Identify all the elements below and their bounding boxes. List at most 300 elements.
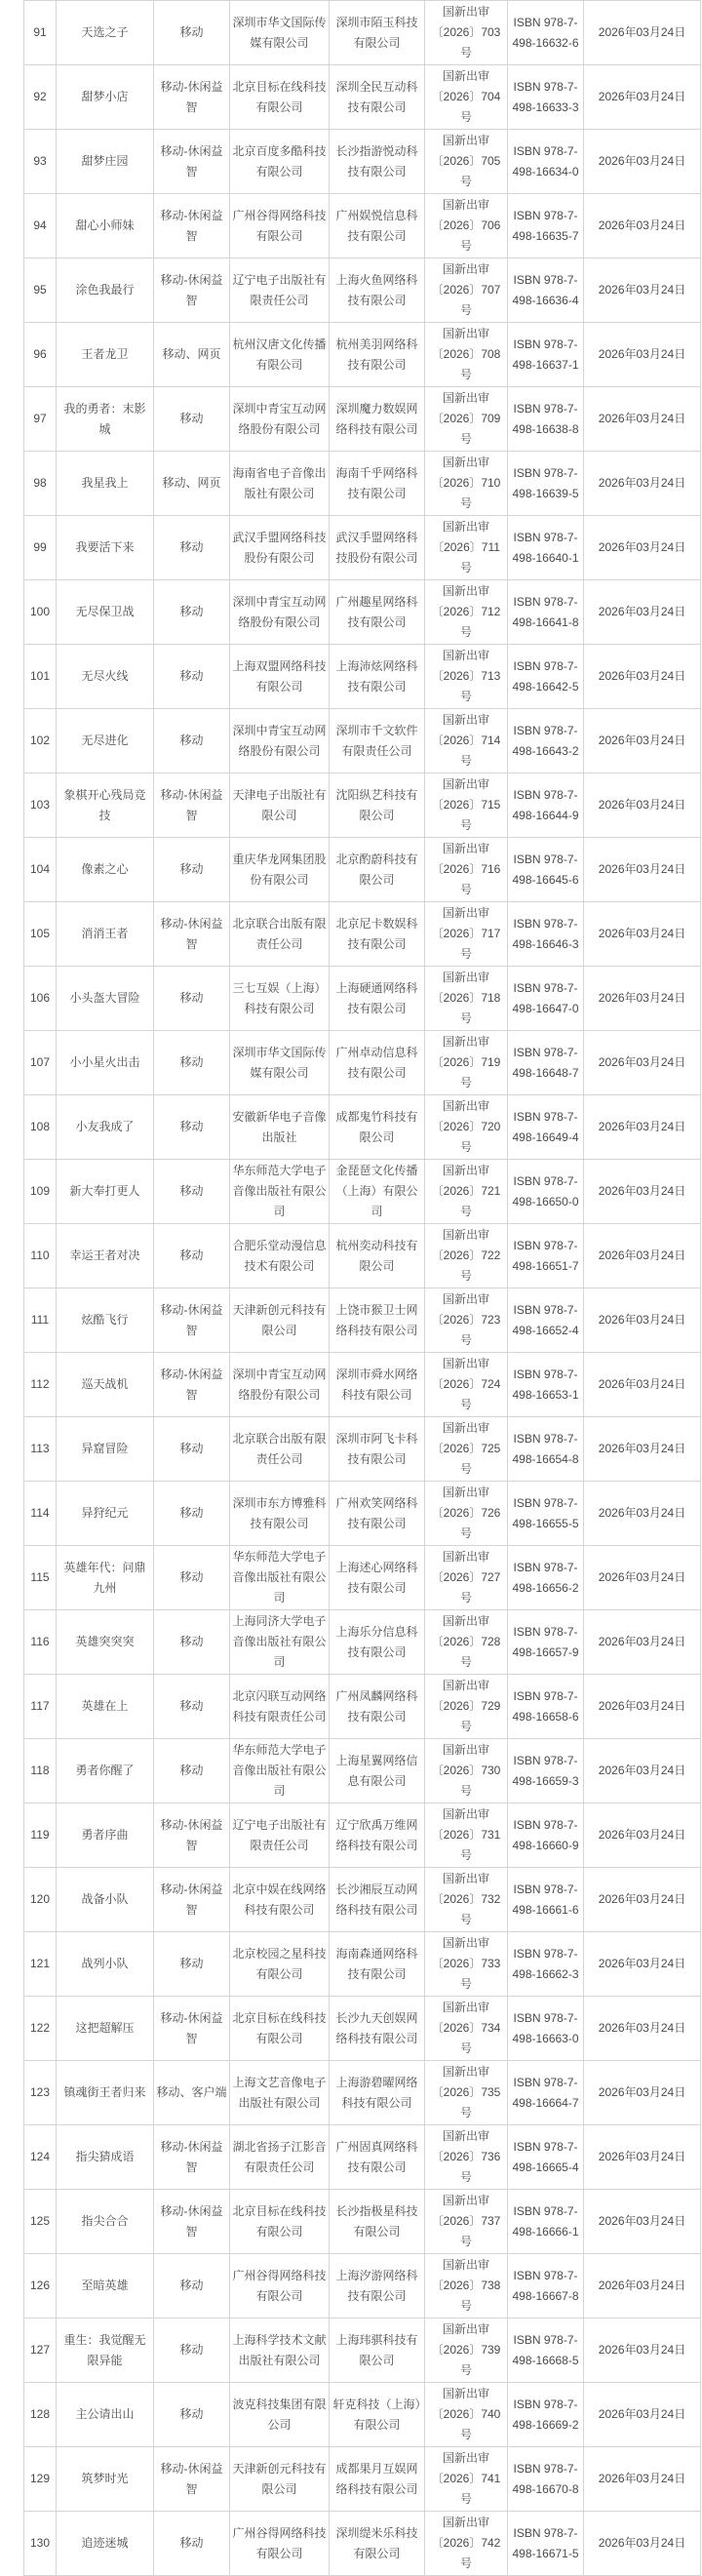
- approval-number: 〔2026〕704号: [431, 90, 501, 124]
- isbn-prefix: ISBN 978-7-: [513, 530, 578, 544]
- approval-number: 〔2026〕737号: [431, 2214, 501, 2248]
- approval-number-cell: [425, 580, 508, 645]
- approval-authority: 国新出审: [442, 2322, 489, 2336]
- approval-date-cell: 2026年03月24日: [584, 323, 701, 387]
- isbn-suffix: 498-16638-8: [512, 421, 579, 436]
- operator-cell: 深圳市千文软件有限责任公司: [330, 709, 425, 773]
- isbn-prefix: ISBN 978-7-: [513, 916, 578, 931]
- approval-number-cell: [425, 902, 508, 967]
- isbn-cell: [508, 323, 584, 387]
- publisher-cell: 湖北省扬子江影音有限责任公司: [230, 2125, 330, 2190]
- platform-cell: 移动: [154, 2512, 230, 2576]
- row-number-cell: 96: [24, 323, 57, 387]
- isbn-suffix: 498-16646-3: [512, 936, 579, 951]
- isbn-suffix: 498-16657-9: [512, 1645, 579, 1659]
- approval-number-cell: [425, 1160, 508, 1224]
- operator-cell: 深圳市阿飞卡科技有限公司: [330, 1417, 425, 1482]
- isbn-prefix: ISBN 978-7-: [513, 1367, 578, 1381]
- game-name-cell: 无尽保卫战: [57, 580, 154, 645]
- publisher-cell: 天津新创元科技有限公司: [230, 1288, 330, 1353]
- game-name-cell: 甜梦庄园: [57, 130, 154, 194]
- isbn-cell: [508, 2125, 584, 2190]
- platform-cell: 移动-休闲益智: [154, 773, 230, 838]
- isbn-prefix: ISBN 978-7-: [513, 2010, 578, 2025]
- approval-number: 〔2026〕742号: [431, 2536, 501, 2570]
- isbn-cell: [508, 645, 584, 709]
- game-name-cell: 消消王者: [57, 902, 154, 967]
- operator-cell: 广州趣星网络科技有限公司: [330, 580, 425, 645]
- publisher-cell: 广州谷得网络科技有限公司: [230, 194, 330, 258]
- approval-date-cell: 2026年03月24日: [584, 2512, 701, 2576]
- publisher-cell: 广州谷得网络科技有限公司: [230, 2512, 330, 2576]
- table-row: [24, 1353, 701, 1417]
- game-approval-table: [23, 0, 701, 2576]
- approval-number: 〔2026〕710号: [431, 476, 501, 510]
- platform-cell: 移动: [154, 1095, 230, 1160]
- game-name-cell: 新大奉打更人: [57, 1160, 154, 1224]
- isbn-prefix: ISBN 978-7-: [513, 2332, 578, 2347]
- platform-cell: 移动: [154, 1546, 230, 1610]
- approval-date-cell: 2026年03月24日: [584, 1160, 701, 1224]
- isbn-prefix: ISBN 978-7-: [513, 2397, 578, 2411]
- approval-authority: 国新出审: [442, 327, 489, 340]
- approval-authority: 国新出审: [442, 2001, 489, 2014]
- approval-number: 〔2026〕707号: [431, 283, 501, 317]
- row-number-cell: 102: [24, 709, 57, 773]
- isbn-cell: [508, 773, 584, 838]
- approval-authority: 国新出审: [442, 2065, 489, 2079]
- publisher-cell: 辽宁电子出版社有限责任公司: [230, 1803, 330, 1868]
- approval-date-cell: 2026年03月24日: [584, 1868, 701, 1932]
- publisher-cell: 华东师范大学电子音像出版社有限公司: [230, 1160, 330, 1224]
- isbn-suffix: 498-16668-5: [512, 2353, 579, 2367]
- approval-number: 〔2026〕736号: [431, 2150, 501, 2184]
- isbn-prefix: ISBN 978-7-: [513, 852, 578, 866]
- row-number-cell: 112: [24, 1353, 57, 1417]
- approval-number: 〔2026〕727号: [431, 1570, 501, 1605]
- approval-date-cell: 2026年03月24日: [584, 2383, 701, 2447]
- approval-date-cell: 2026年03月24日: [584, 1932, 701, 1997]
- table-row: [24, 1739, 701, 1803]
- approval-number-cell: [425, 1, 508, 65]
- table-row: [24, 65, 701, 130]
- game-name-cell: 涂色我最行: [57, 258, 154, 323]
- approval-number-cell: [425, 1482, 508, 1546]
- publisher-cell: 广州谷得网络科技有限公司: [230, 2254, 330, 2318]
- approval-date-cell: 2026年03月24日: [584, 130, 701, 194]
- approval-date-cell: 2026年03月24日: [584, 838, 701, 902]
- isbn-cell: [508, 1546, 584, 1610]
- isbn-suffix: 498-16664-7: [512, 2095, 579, 2110]
- isbn-prefix: ISBN 978-7-: [513, 2075, 578, 2089]
- publisher-cell: 华东师范大学电子音像出版社有限公司: [230, 1546, 330, 1610]
- isbn-suffix: 498-16670-8: [512, 2481, 579, 2496]
- game-name-cell: 小小星火出击: [57, 1031, 154, 1095]
- approval-number-cell: [425, 323, 508, 387]
- game-name-cell: 异狩纪元: [57, 1482, 154, 1546]
- isbn-cell: [508, 2447, 584, 2512]
- isbn-prefix: ISBN 978-7-: [513, 1173, 578, 1188]
- operator-cell: 北京酌蔚科技有限公司: [330, 838, 425, 902]
- approval-date-cell: 2026年03月24日: [584, 1031, 701, 1095]
- row-number-cell: 91: [24, 1, 57, 65]
- publisher-cell: 武汉手盟网络科技股份有限公司: [230, 516, 330, 580]
- approval-authority: 国新出审: [442, 456, 489, 469]
- platform-cell: 移动-休闲益智: [154, 1997, 230, 2061]
- platform-cell: 移动: [154, 387, 230, 452]
- row-number-cell: 124: [24, 2125, 57, 2190]
- approval-number: 〔2026〕731号: [431, 1828, 501, 1862]
- isbn-cell: [508, 516, 584, 580]
- publisher-cell: 北京联合出版有限责任公司: [230, 902, 330, 967]
- approval-number: 〔2026〕725号: [431, 1442, 501, 1476]
- isbn-suffix: 498-16667-8: [512, 2288, 579, 2303]
- platform-cell: 移动: [154, 516, 230, 580]
- isbn-suffix: 498-16640-1: [512, 550, 579, 565]
- isbn-prefix: ISBN 978-7-: [513, 1238, 578, 1252]
- approval-authority: 国新出审: [442, 713, 489, 727]
- operator-cell: 上海硬通网络科技有限公司: [330, 967, 425, 1031]
- platform-cell: 移动-休闲益智: [154, 130, 230, 194]
- isbn-suffix: 498-16642-5: [512, 679, 579, 694]
- approval-number-cell: [425, 1997, 508, 2061]
- isbn-cell: [508, 709, 584, 773]
- approval-date-cell: 2026年03月24日: [584, 2125, 701, 2190]
- operator-cell: 深圳市陌玉科技有限公司: [330, 1, 425, 65]
- isbn-suffix: 498-16641-8: [512, 614, 579, 629]
- approval-number-cell: [425, 2254, 508, 2318]
- row-number-cell: 119: [24, 1803, 57, 1868]
- approval-number: 〔2026〕708号: [431, 347, 501, 381]
- approval-date-cell: 2026年03月24日: [584, 1610, 701, 1675]
- publisher-cell: 上海科学技术文献出版社有限公司: [230, 2318, 330, 2383]
- approval-date-cell: 2026年03月24日: [584, 2318, 701, 2383]
- approval-authority: 国新出审: [442, 584, 489, 598]
- approval-number-cell: [425, 1739, 508, 1803]
- isbn-suffix: 498-16663-0: [512, 2031, 579, 2045]
- game-name-cell: 幸运王者对决: [57, 1224, 154, 1288]
- row-number-cell: 97: [24, 387, 57, 452]
- row-number-cell: 120: [24, 1868, 57, 1932]
- approval-date-cell: 2026年03月24日: [584, 65, 701, 130]
- approval-number-cell: [425, 709, 508, 773]
- platform-cell: 移动-休闲益智: [154, 194, 230, 258]
- approval-number: 〔2026〕716号: [431, 862, 501, 896]
- publisher-cell: 华东师范大学电子音像出版社有限公司: [230, 1739, 330, 1803]
- operator-cell: 长沙湘辰互动网络科技有限公司: [330, 1868, 425, 1932]
- publisher-cell: 深圳市华文国际传媒有限公司: [230, 1031, 330, 1095]
- approval-authority: 国新出审: [442, 1872, 489, 1885]
- publisher-cell: 深圳中青宝互动网络股份有限公司: [230, 387, 330, 452]
- approval-authority: 国新出审: [442, 1357, 489, 1370]
- platform-cell: 移动-休闲益智: [154, 1868, 230, 1932]
- table-row: [24, 1932, 701, 1997]
- row-number-cell: 126: [24, 2254, 57, 2318]
- platform-cell: 移动: [154, 1739, 230, 1803]
- table-row: [24, 323, 701, 387]
- isbn-prefix: ISBN 978-7-: [513, 980, 578, 995]
- approval-number: 〔2026〕715号: [431, 798, 501, 832]
- approval-date-cell: 2026年03月24日: [584, 1353, 701, 1417]
- game-name-cell: 指尖猜成语: [57, 2125, 154, 2190]
- platform-cell: 移动: [154, 1482, 230, 1546]
- approval-date-cell: 2026年03月24日: [584, 1803, 701, 1868]
- game-name-cell: 象棋开心残局竞技: [57, 773, 154, 838]
- table-row: [24, 1610, 701, 1675]
- isbn-suffix: 498-16643-2: [512, 743, 579, 758]
- isbn-prefix: ISBN 978-7-: [513, 79, 578, 94]
- isbn-suffix: 498-16660-9: [512, 1838, 579, 1852]
- approval-date-cell: 2026年03月24日: [584, 773, 701, 838]
- approval-authority: 国新出审: [442, 1486, 489, 1499]
- table-row: [24, 1675, 701, 1739]
- isbn-prefix: ISBN 978-7-: [513, 723, 578, 737]
- isbn-suffix: 498-16648-7: [512, 1065, 579, 1080]
- isbn-cell: [508, 580, 584, 645]
- approval-authority: 国新出审: [442, 69, 489, 83]
- approval-authority: 国新出审: [442, 649, 489, 662]
- isbn-suffix: 498-16671-5: [512, 2546, 579, 2560]
- platform-cell: 移动-休闲益智: [154, 1803, 230, 1868]
- approval-number-cell: [425, 65, 508, 130]
- approval-authority: 国新出审: [442, 391, 489, 405]
- approval-number: 〔2026〕730号: [431, 1764, 501, 1798]
- row-number-cell: 103: [24, 773, 57, 838]
- approval-number-cell: [425, 258, 508, 323]
- approval-authority: 国新出审: [442, 1614, 489, 1628]
- publisher-cell: 北京中娱在线网络科技有限公司: [230, 1868, 330, 1932]
- operator-cell: 长沙指极星科技有限公司: [330, 2190, 425, 2254]
- isbn-suffix: 498-16637-1: [512, 357, 579, 372]
- isbn-cell: [508, 2318, 584, 2383]
- table-row: [24, 2383, 701, 2447]
- game-name-cell: 至暗英雄: [57, 2254, 154, 2318]
- publisher-cell: 上海文艺音像电子出版社有限公司: [230, 2061, 330, 2125]
- isbn-cell: [508, 194, 584, 258]
- operator-cell: 上海乐分信息科技有限公司: [330, 1610, 425, 1675]
- row-number-cell: 98: [24, 452, 57, 516]
- row-number-cell: 108: [24, 1095, 57, 1160]
- table-row: [24, 580, 701, 645]
- platform-cell: 移动、网页: [154, 323, 230, 387]
- isbn-cell: [508, 1353, 584, 1417]
- isbn-suffix: 498-16650-0: [512, 1194, 579, 1209]
- operator-cell: 上海汐游网络科技有限公司: [330, 2254, 425, 2318]
- isbn-cell: [508, 1610, 584, 1675]
- row-number-cell: 93: [24, 130, 57, 194]
- isbn-prefix: ISBN 978-7-: [513, 2203, 578, 2218]
- approval-number: 〔2026〕719号: [431, 1055, 501, 1090]
- platform-cell: 移动: [154, 645, 230, 709]
- table-row: [24, 1, 701, 65]
- isbn-cell: [508, 1288, 584, 1353]
- approval-authority: 国新出审: [442, 1035, 489, 1049]
- approval-number-cell: [425, 1095, 508, 1160]
- isbn-cell: [508, 2383, 584, 2447]
- approval-number: 〔2026〕712号: [431, 605, 501, 639]
- isbn-prefix: ISBN 978-7-: [513, 1045, 578, 1059]
- platform-cell: 移动: [154, 2318, 230, 2383]
- isbn-cell: [508, 1868, 584, 1932]
- isbn-suffix: 498-16635-7: [512, 228, 579, 243]
- isbn-prefix: ISBN 978-7-: [513, 272, 578, 287]
- isbn-prefix: ISBN 978-7-: [513, 465, 578, 480]
- game-name-cell: 战备小队: [57, 1868, 154, 1932]
- approval-number: 〔2026〕723号: [431, 1313, 501, 1347]
- operator-cell: 成都果月互娱网络科技有限公司: [330, 2447, 425, 2512]
- operator-cell: 武汉手盟网络科技股份有限公司: [330, 516, 425, 580]
- isbn-prefix: ISBN 978-7-: [513, 337, 578, 351]
- table-row: [24, 1482, 701, 1546]
- approval-table-body: [24, 1, 701, 2576]
- row-number-cell: 104: [24, 838, 57, 902]
- row-number-cell: 129: [24, 2447, 57, 2512]
- approval-date-cell: 2026年03月24日: [584, 580, 701, 645]
- publisher-cell: 深圳中青宝互动网络股份有限公司: [230, 580, 330, 645]
- table-row: [24, 1224, 701, 1288]
- isbn-cell: [508, 130, 584, 194]
- approval-number: 〔2026〕705号: [431, 154, 501, 188]
- game-name-cell: 无尽火线: [57, 645, 154, 709]
- game-name-cell: 王者龙卫: [57, 323, 154, 387]
- game-name-cell: 镇魂街王者归来: [57, 2061, 154, 2125]
- operator-cell: 轩克科技（上海）有限公司: [330, 2383, 425, 2447]
- publisher-cell: 北京目标在线科技有限公司: [230, 65, 330, 130]
- isbn-prefix: ISBN 978-7-: [513, 1688, 578, 1703]
- isbn-prefix: ISBN 978-7-: [513, 1495, 578, 1510]
- approval-authority: 国新出审: [442, 262, 489, 276]
- game-name-cell: 无尽进化: [57, 709, 154, 773]
- platform-cell: 移动: [154, 580, 230, 645]
- publisher-cell: 天津新创元科技有限公司: [230, 2447, 330, 2512]
- table-row: [24, 773, 701, 838]
- approval-number-cell: [425, 1417, 508, 1482]
- platform-cell: 移动-休闲益智: [154, 2447, 230, 2512]
- isbn-cell: [508, 2254, 584, 2318]
- approval-number: 〔2026〕741号: [431, 2472, 501, 2506]
- row-number-cell: 125: [24, 2190, 57, 2254]
- game-name-cell: 勇者你醒了: [57, 1739, 154, 1803]
- approval-number: 〔2026〕703号: [431, 25, 501, 59]
- publisher-cell: 辽宁电子出版社有限责任公司: [230, 258, 330, 323]
- approval-authority: 国新出审: [442, 2516, 489, 2529]
- isbn-suffix: 498-16644-9: [512, 808, 579, 822]
- isbn-prefix: ISBN 978-7-: [513, 1560, 578, 1574]
- approval-authority: 国新出审: [442, 1228, 489, 1242]
- isbn-prefix: ISBN 978-7-: [513, 1946, 578, 1961]
- table-row: [24, 967, 701, 1031]
- approval-date-cell: 2026年03月24日: [584, 1675, 701, 1739]
- approval-number: 〔2026〕726号: [431, 1506, 501, 1540]
- approval-authority: 国新出审: [442, 1936, 489, 1950]
- row-number-cell: 122: [24, 1997, 57, 2061]
- isbn-cell: [508, 387, 584, 452]
- platform-cell: 移动: [154, 2383, 230, 2447]
- isbn-cell: [508, 1417, 584, 1482]
- operator-cell: 北京尼卡数娱科技有限公司: [330, 902, 425, 967]
- operator-cell: 上饶市猴卫士网络科技有限公司: [330, 1288, 425, 1353]
- isbn-suffix: 498-16669-2: [512, 2417, 579, 2432]
- publisher-cell: 海南省电子音像出版社有限公司: [230, 452, 330, 516]
- isbn-suffix: 498-16658-6: [512, 1709, 579, 1724]
- approval-date-cell: 2026年03月24日: [584, 1482, 701, 1546]
- row-number-cell: 115: [24, 1546, 57, 1610]
- publisher-cell: 杭州汉唐文化传播有限公司: [230, 323, 330, 387]
- table-row: [24, 1417, 701, 1482]
- publisher-cell: 上海同济大学电子音像出版社有限公司: [230, 1610, 330, 1675]
- isbn-suffix: 498-16645-6: [512, 872, 579, 887]
- isbn-suffix: 498-16659-3: [512, 1773, 579, 1788]
- approval-authority: 国新出审: [442, 1421, 489, 1435]
- approval-number-cell: [425, 1803, 508, 1868]
- approval-number-cell: [425, 2383, 508, 2447]
- approval-date-cell: 2026年03月24日: [584, 194, 701, 258]
- table-row: [24, 1868, 701, 1932]
- game-name-cell: 我的勇者：末影城: [57, 387, 154, 452]
- isbn-cell: [508, 2512, 584, 2576]
- approval-date-cell: 2026年03月24日: [584, 258, 701, 323]
- publisher-cell: 深圳市华文国际传媒有限公司: [230, 1, 330, 65]
- operator-cell: 上海玮骐科技有限公司: [330, 2318, 425, 2383]
- approval-date-cell: 2026年03月24日: [584, 516, 701, 580]
- isbn-cell: [508, 1739, 584, 1803]
- operator-cell: 长沙九天创娱网络科技有限公司: [330, 1997, 425, 2061]
- game-name-cell: 甜梦小店: [57, 65, 154, 130]
- table-row: [24, 1095, 701, 1160]
- game-name-cell: 追迹迷城: [57, 2512, 154, 2576]
- approval-number: 〔2026〕718号: [431, 991, 501, 1025]
- table-row: [24, 2254, 701, 2318]
- platform-cell: 移动: [154, 1, 230, 65]
- row-number-cell: 95: [24, 258, 57, 323]
- isbn-cell: [508, 65, 584, 130]
- isbn-cell: [508, 1160, 584, 1224]
- approval-number: 〔2026〕721号: [431, 1184, 501, 1218]
- approval-date-cell: 2026年03月24日: [584, 709, 701, 773]
- platform-cell: 移动-休闲益智: [154, 258, 230, 323]
- game-name-cell: 小友我成了: [57, 1095, 154, 1160]
- approval-number-cell: [425, 2190, 508, 2254]
- approval-date-cell: 2026年03月24日: [584, 1417, 701, 1482]
- approval-authority: 国新出审: [442, 906, 489, 920]
- table-row: [24, 516, 701, 580]
- publisher-cell: 北京校园之星科技有限公司: [230, 1932, 330, 1997]
- approval-number: 〔2026〕733号: [431, 1957, 501, 1991]
- isbn-cell: [508, 1675, 584, 1739]
- row-number-cell: 114: [24, 1482, 57, 1546]
- publisher-cell: 深圳中青宝互动网络股份有限公司: [230, 1353, 330, 1417]
- isbn-prefix: ISBN 978-7-: [513, 1817, 578, 1832]
- approval-number-cell: [425, 516, 508, 580]
- table-row: [24, 1997, 701, 2061]
- approval-number: 〔2026〕722号: [431, 1248, 501, 1283]
- isbn-prefix: ISBN 978-7-: [513, 2525, 578, 2540]
- publisher-cell: 北京闪联互动网络科技有限责任公司: [230, 1675, 330, 1739]
- publisher-cell: 北京联合出版有限责任公司: [230, 1417, 330, 1482]
- isbn-prefix: ISBN 978-7-: [513, 143, 578, 158]
- table-row: [24, 838, 701, 902]
- approval-authority: 国新出审: [442, 5, 489, 19]
- isbn-suffix: 498-16632-6: [512, 35, 579, 50]
- approval-authority: 国新出审: [442, 1550, 489, 1564]
- isbn-cell: [508, 1803, 584, 1868]
- approval-number: 〔2026〕740号: [431, 2407, 501, 2441]
- approval-number-cell: [425, 130, 508, 194]
- approval-date-cell: 2026年03月24日: [584, 2190, 701, 2254]
- game-name-cell: 筑梦时光: [57, 2447, 154, 2512]
- isbn-prefix: ISBN 978-7-: [513, 15, 578, 29]
- approval-date-cell: 2026年03月24日: [584, 1546, 701, 1610]
